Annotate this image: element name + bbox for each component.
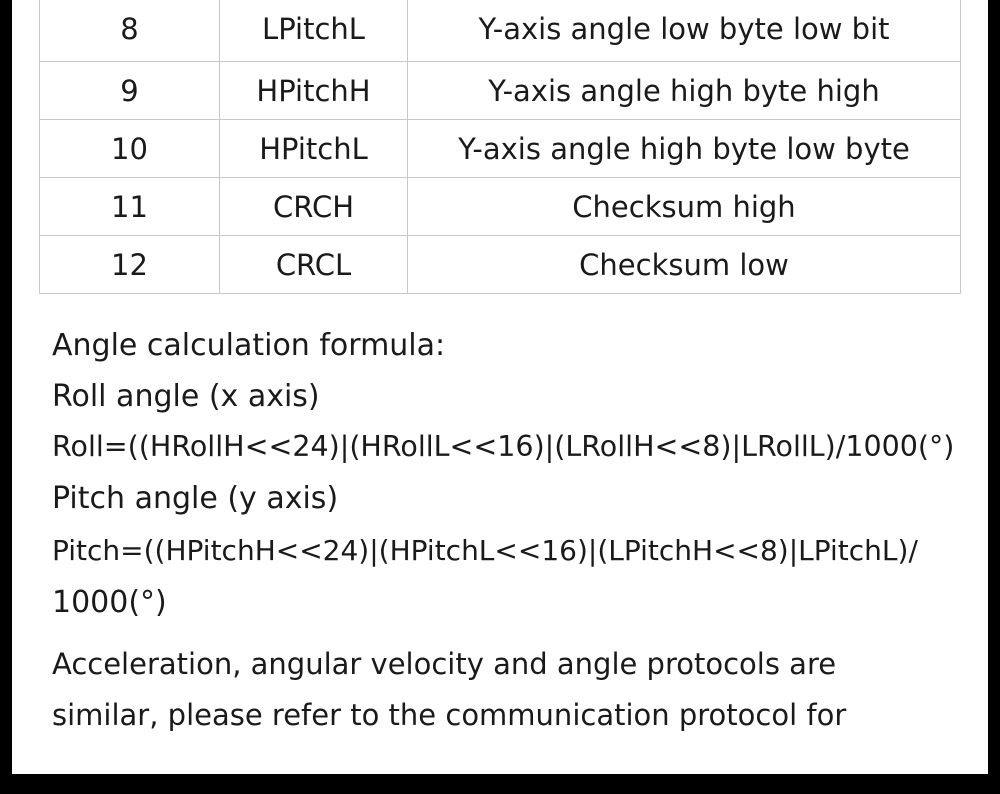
byte-index-cell: 8: [40, 0, 220, 62]
table-row: [40, 62, 961, 120]
roll-formula: Roll=((HRollH<<24)|(HRollL<<16)|(LRollH<<8)|LRollL)/1000(°): [52, 430, 955, 463]
field-name-cell: HPitchH: [220, 62, 408, 120]
pitch-formula-line2: 1000(°): [52, 585, 167, 620]
description-cell: Y-axis angle high byte high: [408, 62, 961, 120]
protocol-table: [39, 0, 961, 294]
byte-index-cell: 12: [40, 236, 220, 294]
table-row: [40, 0, 961, 62]
byte-index-cell: 9: [40, 62, 220, 120]
formula-heading: Angle calculation formula:: [52, 328, 446, 363]
document-page: [12, 0, 988, 774]
table-row: [40, 178, 961, 236]
note-line2: similar, please refer to the communication protocol for: [52, 698, 847, 732]
description-cell: Checksum high: [408, 178, 961, 236]
pitch-heading: Pitch angle (y axis): [52, 481, 339, 516]
description-cell: Checksum low: [408, 236, 961, 294]
description-cell: Y-axis angle high byte low byte: [408, 120, 961, 178]
field-name-cell: LPitchL: [220, 0, 408, 62]
byte-index-cell: 11: [40, 178, 220, 236]
field-name-cell: CRCH: [220, 178, 408, 236]
byte-index-cell: 10: [40, 120, 220, 178]
table-row: [40, 236, 961, 294]
pitch-formula-line1: Pitch=((HPitchH<<24)|(HPitchL<<16)|(LPitchH<<8)|LPitchL)/: [52, 534, 918, 567]
description-cell: Y-axis angle low byte low bit: [408, 0, 961, 62]
roll-heading: Roll angle (x axis): [52, 379, 320, 414]
note-line1: Acceleration, angular velocity and angle protocols are: [52, 647, 837, 681]
field-name-cell: HPitchL: [220, 120, 408, 178]
field-name-cell: CRCL: [220, 236, 408, 294]
table-row: [40, 120, 961, 178]
